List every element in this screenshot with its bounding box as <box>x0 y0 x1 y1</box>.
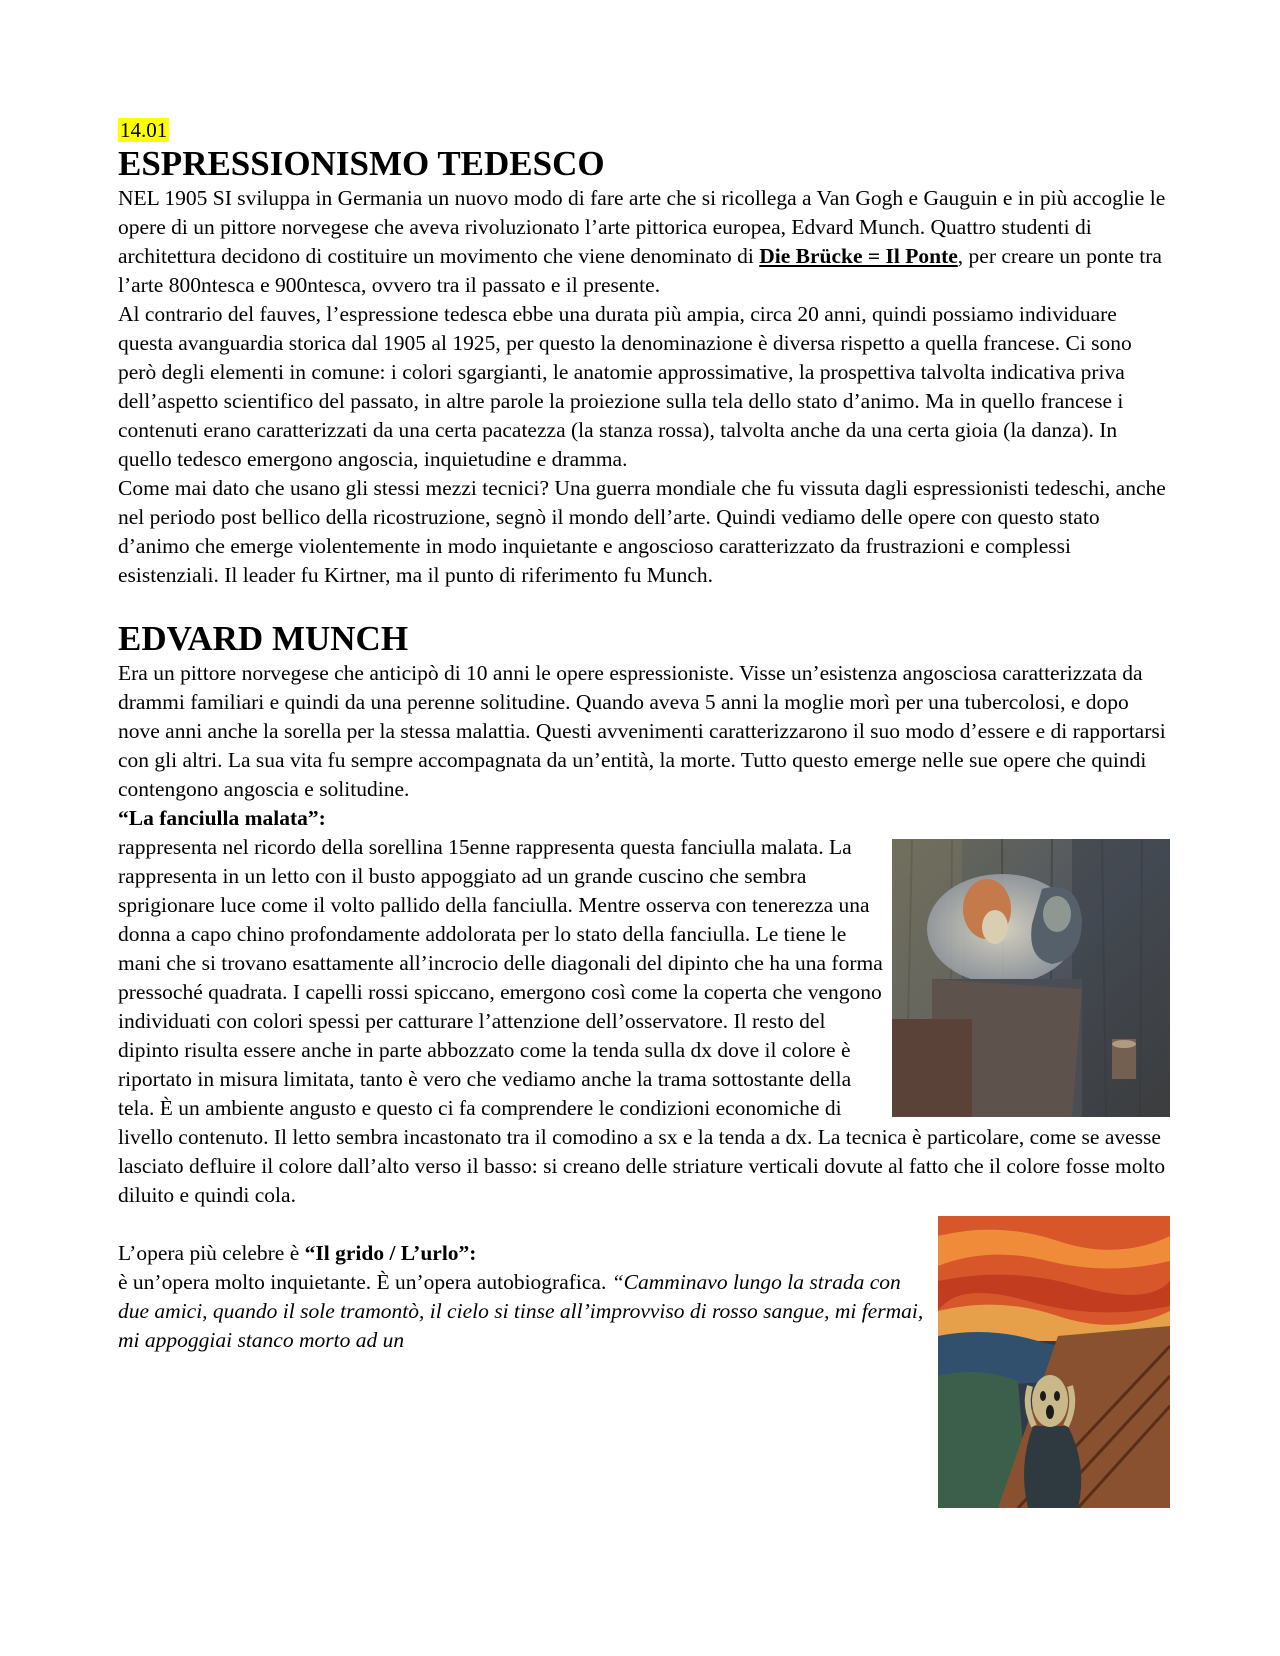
sick-child-description: rappresenta nel ricordo della sorellina 15enne rappresenta questa fanciulla malata. La rappresenta in un letto con il busto appoggiato ad un grande cuscino che sembra sprigionare luce come il volto pallido della fanciulla. Mentre osserva con tenerezza una donna a capo chino profondamente addolorata per lo stato della fanciulla. Le tiene le mani che si trovano esattamente all’incrocio delle diagonali del dipinto che ha una forma pressoché quadrata. I capelli rossi spiccano, emergono così come la coperta che vengono individuati con colori spessi per catturare l’attenzione dell’osservatore. Il resto del dipinto risulta essere anche in parte abbozzato come la tenda sulla dx dove il colore è riportato in misura limitata, tanto è vero che vediamo anche la trama sottostante della tela. È un ambiente angusto e questo ci fa comprendere le condizioni economiche di livello contenuto. Il letto sembra incastonato tra il comodino a sx e la tenda a dx. La tecnica è particolare, come se avesse lasciato defluire il colore dall’alto verso il basso: si creano delle striature verticali dovute al fatto che il colore fosse molto diluito e quindi cola. <box>118 835 1166 1207</box>
sick-child-title <box>118 804 1170 833</box>
intro-paragraph-1 <box>118 184 1170 300</box>
munch-bio: Era un pittore norvegese che anticipò di 10 anni le opere espressioniste. Visse un’esistenza angosciosa caratterizzata da drammi familiari e quindi da una perenne solitudine. Quando aveva 5 anni la moglie morì per una tubercolosi, e dopo nove anni anche la sorella per la stessa malattia. Questi avvenimenti caratterizzarono il suo modo d’essere e di rapportarsi con gli altri. La sua vita fu sempre accompagnata da un’entità, la morte. Tutto questo emerge nelle sue opere che quindi contengono angoscia e solitudine. <box>118 661 1166 801</box>
section-title: ESPRESSIONISMO TEDESCO <box>118 144 605 183</box>
document-body <box>118 118 1170 1514</box>
spacer <box>118 590 1170 619</box>
date-highlight: 14.01 <box>120 118 168 142</box>
scream-text: è un’opera molto inquietante. È un’opera autobiografica. <box>118 1270 612 1294</box>
scream-intro-text: L’opera più celebre è <box>118 1241 305 1265</box>
sick-child-title-text: “La fanciulla malata”: <box>118 806 326 830</box>
intro-text-end: , per creare un ponte tra l’arte 800ntesca e 900ntesca, ovvero tra il passato e il presente. <box>118 244 1162 297</box>
sick-child-painting <box>892 839 1170 1117</box>
intro-paragraph-2: Al contrario del fauves, l’espressione tedesca ebbe una durata più ampia, circa 20 anni, quindi possiamo individuare questa avanguardia storica dal 1905 al 1925, per questo la denominazione è diversa rispetto a quella francese. Ci sono però degli elementi in comune: i colori sgargianti, le anatomie approssimative, la prospettiva talvolta indicativa priva dell’aspetto scientifico del passato, in altre parole la proiezione sulla tela dello stato d’animo. Ma in quello francese i contenuti erano caratterizzati da una certa pacatezza (la stanza rossa), talvolta anche da una certa gioia (la danza). In quello tedesco emergono angoscia, inquietudine e dramma. <box>118 302 1132 471</box>
die-brucke-link[interactable]: Die Brücke = Il Ponte <box>759 244 958 268</box>
scream-quote: “Camminavo lungo la strada con due amici, quando il sole tramontò, il cielo si tinse all’improvviso di rosso sangue, mi fermai, mi appoggiai stanco morto ad un <box>118 1270 924 1352</box>
munch-heading: EDVARD MUNCH <box>118 619 409 658</box>
intro-text: NEL 1905 SI sviluppa in Germania un nuovo modo di fare arte che si ricollega a Van Gogh e Gauguin e in più accoglie le opere di un pittore norvegese che aveva rivoluzionato l’arte pittorica europea, Edvard Munch. Quattro studenti di architettura decidono di costituire un movimento che viene denominato di <box>118 186 1166 268</box>
intro-paragraph-3: Come mai dato che usano gli stessi mezzi tecnici? Una guerra mondiale che fu vissuta dagli espressionisti tedeschi, anche nel periodo post bellico della ricostruzione, segnò il mondo dell’arte. Quindi vediamo delle opere con questo stato d’animo che emerge violentemente in modo inquietante e angoscioso caratterizzato da frustrazioni e complessi esistenziali. Il leader fu Kirtner, ma il punto di riferimento fu Munch. <box>118 476 1166 587</box>
scream-title: “Il grido / L’urlo”: <box>304 1241 477 1265</box>
scream-painting <box>938 1216 1170 1508</box>
